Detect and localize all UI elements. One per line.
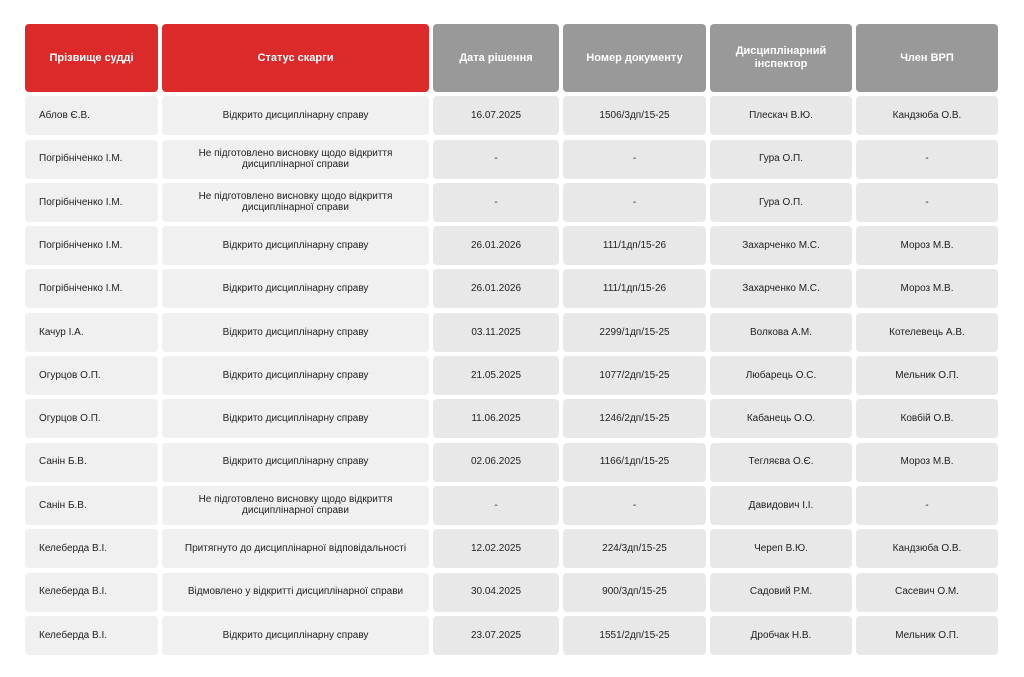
cell-disciplinary-inspector: Плескач В.Ю. xyxy=(710,96,852,135)
cell-decision-date: - xyxy=(433,486,559,525)
cell-document-number: - xyxy=(563,486,706,525)
cell-complaint-status: Не підготовлено висновку щодо відкриття дисциплінарної справи xyxy=(162,486,429,525)
cell-disciplinary-inspector: Волкова А.М. xyxy=(710,313,852,352)
cell-hcj-member: Ковбій О.В. xyxy=(856,399,998,438)
cell-hcj-member: - xyxy=(856,486,998,525)
cell-hcj-member: - xyxy=(856,140,998,179)
header-judge-name: Прізвище судді xyxy=(25,24,158,92)
cell-hcj-member: Сасевич О.М. xyxy=(856,573,998,612)
cell-judge-name: Огурцов О.П. xyxy=(25,399,158,438)
cell-judge-name: Погрібніченко І.М. xyxy=(25,183,158,222)
cell-complaint-status: Відкрито дисциплінарну справу xyxy=(162,443,429,482)
cell-document-number: 2299/1дп/15-25 xyxy=(563,313,706,352)
cell-complaint-status: Притягнуто до дисциплінарної відповідальності xyxy=(162,529,429,568)
cell-complaint-status: Не підготовлено висновку щодо відкриття дисциплінарної справи xyxy=(162,183,429,222)
cell-hcj-member: Мороз М.В. xyxy=(856,443,998,482)
cell-hcj-member: Кандзюба О.В. xyxy=(856,529,998,568)
header-hcj-member: Член ВРП xyxy=(856,24,998,92)
cell-decision-date: - xyxy=(433,183,559,222)
cell-decision-date: 30.04.2025 xyxy=(433,573,559,612)
cell-complaint-status: Відкрито дисциплінарну справу xyxy=(162,269,429,308)
cell-hcj-member: - xyxy=(856,183,998,222)
cell-decision-date: 26.01.2026 xyxy=(433,226,559,265)
cell-disciplinary-inspector: Тегляєва О.Є. xyxy=(710,443,852,482)
cell-judge-name: Келеберда В.І. xyxy=(25,529,158,568)
cell-disciplinary-inspector: Кабанець О.О. xyxy=(710,399,852,438)
cell-document-number: 111/1дп/15-26 xyxy=(563,269,706,308)
cell-decision-date: 16.07.2025 xyxy=(433,96,559,135)
cell-document-number: 1166/1дп/15-25 xyxy=(563,443,706,482)
cell-disciplinary-inspector: Череп В.Ю. xyxy=(710,529,852,568)
cell-hcj-member: Котелевець А.В. xyxy=(856,313,998,352)
cell-complaint-status: Відкрито дисциплінарну справу xyxy=(162,616,429,655)
header-decision-date: Дата рішення xyxy=(433,24,559,92)
cell-judge-name: Келеберда В.І. xyxy=(25,573,158,612)
cell-disciplinary-inspector: Дробчак Н.В. xyxy=(710,616,852,655)
cell-judge-name: Погрібніченко І.М. xyxy=(25,140,158,179)
cell-decision-date: 26.01.2026 xyxy=(433,269,559,308)
cell-hcj-member: Мельник О.П. xyxy=(856,616,998,655)
cell-decision-date: 11.06.2025 xyxy=(433,399,559,438)
cell-judge-name: Погрібніченко І.М. xyxy=(25,269,158,308)
cell-disciplinary-inspector: Гура О.П. xyxy=(710,183,852,222)
cell-decision-date: 21.05.2025 xyxy=(433,356,559,395)
cell-complaint-status: Не підготовлено висновку щодо відкриття дисциплінарної справи xyxy=(162,140,429,179)
header-document-number: Номер документу xyxy=(563,24,706,92)
cell-decision-date: 02.06.2025 xyxy=(433,443,559,482)
cell-disciplinary-inspector: Гура О.П. xyxy=(710,140,852,179)
complaints-table xyxy=(25,24,998,655)
cell-hcj-member: Мороз М.В. xyxy=(856,226,998,265)
cell-document-number: 111/1дп/15-26 xyxy=(563,226,706,265)
cell-document-number: 1246/2дп/15-25 xyxy=(563,399,706,438)
header-complaint-status: Статус скарги xyxy=(162,24,429,92)
cell-complaint-status: Відкрито дисциплінарну справу xyxy=(162,356,429,395)
cell-document-number: 1506/3дп/15-25 xyxy=(563,96,706,135)
cell-complaint-status: Відмовлено у відкритті дисциплінарної справи xyxy=(162,573,429,612)
cell-complaint-status: Відкрито дисциплінарну справу xyxy=(162,313,429,352)
cell-judge-name: Келеберда В.І. xyxy=(25,616,158,655)
cell-document-number: - xyxy=(563,183,706,222)
cell-complaint-status: Відкрито дисциплінарну справу xyxy=(162,399,429,438)
cell-document-number: 900/3дп/15-25 xyxy=(563,573,706,612)
cell-judge-name: Санін Б.В. xyxy=(25,443,158,482)
cell-document-number: - xyxy=(563,140,706,179)
cell-judge-name: Погрібніченко І.М. xyxy=(25,226,158,265)
cell-disciplinary-inspector: Садовий Р.М. xyxy=(710,573,852,612)
cell-disciplinary-inspector: Захарченко М.С. xyxy=(710,269,852,308)
cell-decision-date: 12.02.2025 xyxy=(433,529,559,568)
header-disciplinary-inspector: Дисциплінарний інспектор xyxy=(710,24,852,92)
cell-disciplinary-inspector: Давидович І.І. xyxy=(710,486,852,525)
cell-decision-date: 03.11.2025 xyxy=(433,313,559,352)
cell-judge-name: Огурцов О.П. xyxy=(25,356,158,395)
cell-disciplinary-inspector: Захарченко М.С. xyxy=(710,226,852,265)
cell-complaint-status: Відкрито дисциплінарну справу xyxy=(162,96,429,135)
cell-document-number: 1077/2дп/15-25 xyxy=(563,356,706,395)
cell-decision-date: 23.07.2025 xyxy=(433,616,559,655)
cell-document-number: 224/3дп/15-25 xyxy=(563,529,706,568)
cell-complaint-status: Відкрито дисциплінарну справу xyxy=(162,226,429,265)
cell-judge-name: Качур І.А. xyxy=(25,313,158,352)
cell-disciplinary-inspector: Любарець О.С. xyxy=(710,356,852,395)
cell-document-number: 1551/2дп/15-25 xyxy=(563,616,706,655)
cell-hcj-member: Кандзюба О.В. xyxy=(856,96,998,135)
cell-decision-date: - xyxy=(433,140,559,179)
cell-judge-name: Аблов Є.В. xyxy=(25,96,158,135)
cell-judge-name: Санін Б.В. xyxy=(25,486,158,525)
cell-hcj-member: Мельник О.П. xyxy=(856,356,998,395)
cell-hcj-member: Мороз М.В. xyxy=(856,269,998,308)
